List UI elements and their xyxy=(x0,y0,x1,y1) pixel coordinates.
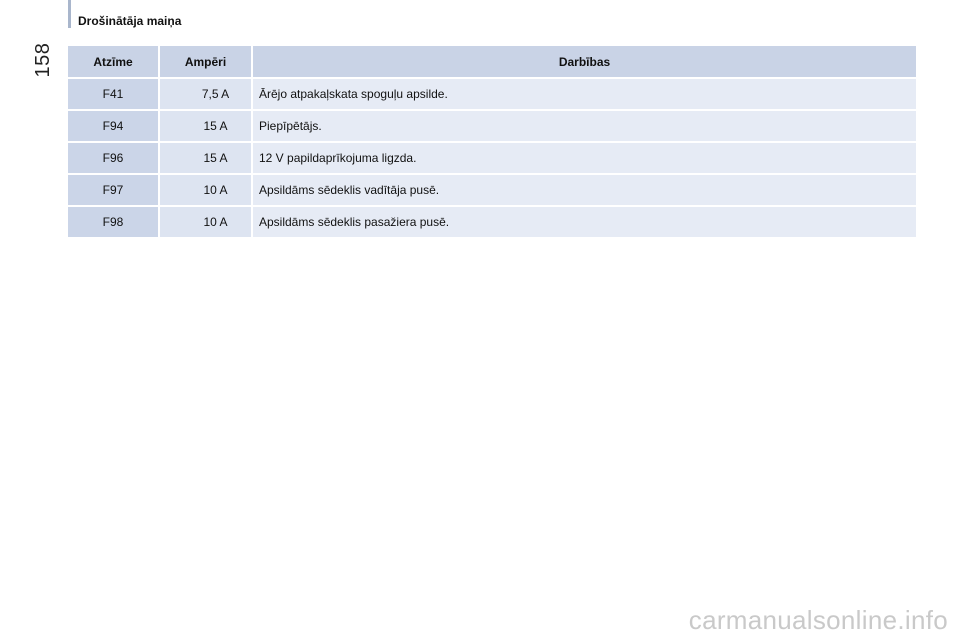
table-row xyxy=(68,175,916,207)
table-row xyxy=(68,111,916,143)
table-row xyxy=(68,207,916,239)
page-number: 158 xyxy=(31,42,54,78)
header-amps: Ampēri xyxy=(160,46,253,79)
table-header-row xyxy=(68,46,916,79)
table-row xyxy=(68,79,916,111)
fuse-action: Ārējo atpakaļskata spoguļu apsilde. xyxy=(253,79,916,111)
margin-rule xyxy=(68,0,71,28)
fuse-amps: 7,5 A xyxy=(160,79,253,111)
fuse-amps: 15 A xyxy=(160,143,253,175)
fuse-amps: 10 A xyxy=(160,175,253,207)
fuse-label: F98 xyxy=(68,207,160,239)
fuse-label: F41 xyxy=(68,79,160,111)
fuse-action: Piepīpētājs. xyxy=(253,111,916,143)
fuse-amps: 10 A xyxy=(160,207,253,239)
section-title: Drošinātāja maiņa xyxy=(78,14,182,28)
fuse-amps: 15 A xyxy=(160,111,253,143)
header-action: Darbības xyxy=(253,46,916,79)
table-row xyxy=(68,143,916,175)
fuse-action: Apsildāms sēdeklis pasažiera pusē. xyxy=(253,207,916,239)
fuse-label: F97 xyxy=(68,175,160,207)
fuse-action: Apsildāms sēdeklis vadītāja pusē. xyxy=(253,175,916,207)
watermark: carmanualsonline.info xyxy=(688,605,948,635)
fuse-label: F96 xyxy=(68,143,160,175)
fuse-table xyxy=(68,46,916,239)
fuse-action: 12 V papildaprīkojuma ligzda. xyxy=(253,143,916,175)
fuse-label: F94 xyxy=(68,111,160,143)
header-label: Atzīme xyxy=(68,46,160,79)
